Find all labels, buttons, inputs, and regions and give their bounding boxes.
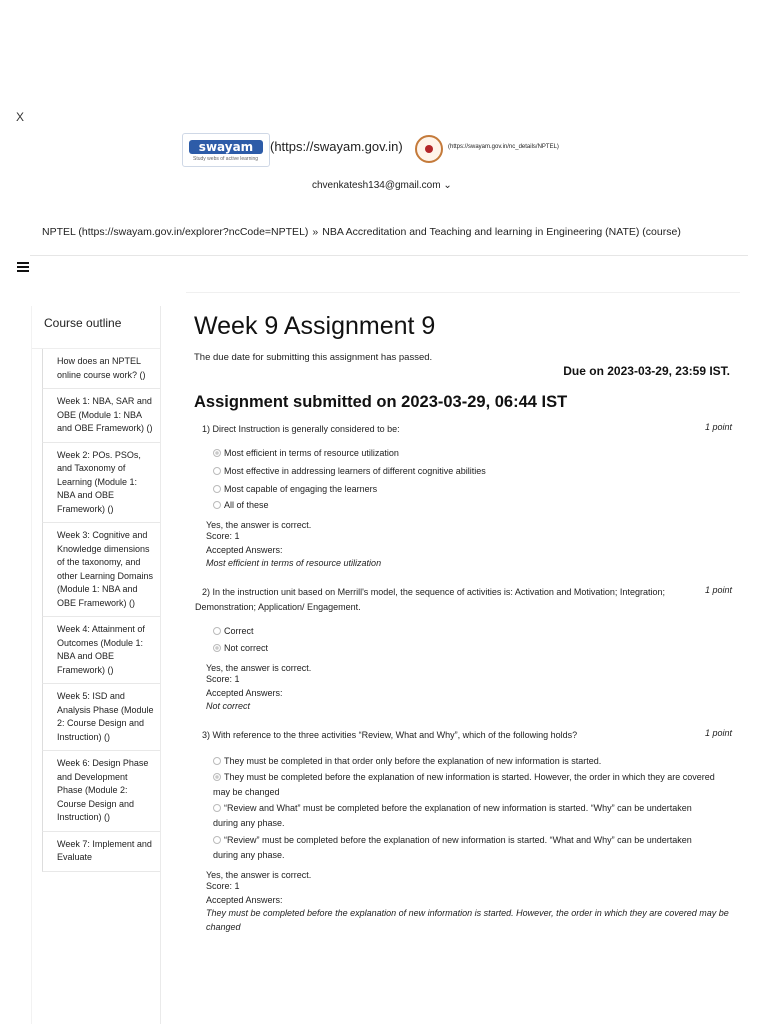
question-2-points: 1 point: [704, 585, 732, 595]
sidebar-item-week-7[interactable]: Week 7: Implement and Evaluate: [42, 832, 160, 872]
radio-selected-icon[interactable]: [213, 644, 221, 652]
swayam-logo-wordmark: swayam: [189, 140, 263, 154]
question-2-feedback: Yes, the answer is correct.: [206, 663, 312, 673]
question-2-accepted-label: Accepted Answers:: [206, 688, 283, 698]
question-2-accepted-answer: Not correct: [206, 701, 251, 711]
hamburger-menu-icon[interactable]: [17, 262, 29, 274]
question-2-option-1[interactable]: Correct: [213, 624, 254, 639]
radio-selected-icon[interactable]: [213, 773, 221, 781]
sidebar-title: Course outline: [32, 306, 160, 349]
question-2-option-2[interactable]: Not correct: [213, 641, 268, 656]
question-1-option-3[interactable]: Most capable of engaging the learners: [213, 482, 377, 497]
radio-icon[interactable]: [213, 485, 221, 493]
sidebar-item-week-4[interactable]: Week 4: Attainment of Outcomes (Module 1: NBA and OBE Framework) (): [42, 617, 160, 684]
close-button[interactable]: X: [16, 110, 25, 124]
submission-status: Assignment submitted on 2023-03-29, 06:44 IST: [194, 393, 568, 411]
question-1-score: Score: 1: [206, 531, 240, 541]
header-divider: [30, 255, 748, 256]
breadcrumb-item-nptel[interactable]: NPTEL (https://swayam.gov.in/explorer?ncCode=NPTEL): [42, 226, 309, 238]
breadcrumb-separator: »: [312, 226, 319, 238]
chevron-down-icon: ⌄: [443, 180, 452, 191]
sidebar-item-week-1[interactable]: Week 1: NBA, SAR and OBE (Module 1: NBA and OBE Framework) (): [42, 389, 160, 443]
due-note: The due date for submitting this assignment has passed.: [194, 352, 433, 363]
question-3-text: 3) With reference to the three activities “Review, What and Why”, which of the following holds?: [202, 730, 578, 740]
question-1-accepted-answer: Most efficient in terms of resource utilization: [206, 558, 382, 568]
question-3-option-3[interactable]: “Review and What” must be completed before the explanation of new information is started. “Why” can be undertaken during any phase.: [213, 803, 692, 828]
radio-icon[interactable]: [213, 757, 221, 765]
question-3-feedback: Yes, the answer is correct.: [206, 870, 312, 880]
question-3-option-4[interactable]: “Review” must be completed before the explanation of new information is started. “What and Why” can be undertaken during any phase.: [213, 835, 692, 860]
question-1-text: 1) Direct Instruction is generally considered to be:: [202, 424, 400, 434]
sidebar-item-week-6[interactable]: Week 6: Design Phase and Development Phase (Module 2: Course Design and Instruction) (): [42, 751, 160, 832]
question-1-option-4[interactable]: All of these: [213, 498, 269, 513]
sidebar-item-week-2[interactable]: Week 2: POs. PSOs, and Taxonomy of Learning (Module 1: NBA and OBE Framework) (): [42, 443, 160, 524]
radio-selected-icon[interactable]: [213, 449, 221, 457]
user-menu[interactable]: [312, 180, 452, 191]
swayam-logo[interactable]: [182, 133, 270, 167]
radio-icon[interactable]: [213, 627, 221, 635]
course-outline-sidebar: [31, 306, 161, 1024]
nptel-link[interactable]: (https://swayam.gov.in/nc_details/NPTEL): [448, 144, 559, 150]
sidebar-item-how-it-works[interactable]: How does an NPTEL online course work? (): [42, 349, 160, 389]
question-3-score: Score: 1: [206, 881, 240, 891]
sidebar-item-week-3[interactable]: Week 3: Cognitive and Knowledge dimensions of the taxonomy, and other Learning Domains (Module 1: NBA and OBE Framework) (): [42, 523, 160, 617]
swayam-logo-tagline: Study webs of active learning: [193, 156, 259, 162]
question-1-feedback: Yes, the answer is correct.: [206, 520, 312, 530]
swayam-link[interactable]: (https://swayam.gov.in): [270, 139, 403, 154]
question-1-option-2[interactable]: Most effective in addressing learners of different cognitive abilities: [213, 464, 486, 479]
radio-icon[interactable]: [213, 836, 221, 844]
question-1-option-1[interactable]: Most efficient in terms of resource utilization: [213, 446, 399, 461]
question-3-points: 1 point: [704, 728, 732, 738]
sidebar-item-week-5[interactable]: Week 5: ISD and Analysis Phase (Module 2: Course Design and Instruction) (): [42, 684, 160, 751]
question-1-points: 1 point: [704, 422, 732, 432]
question-2-score: Score: 1: [206, 674, 240, 684]
radio-icon[interactable]: [213, 804, 221, 812]
radio-icon[interactable]: [213, 501, 221, 509]
question-2-text: 2) In the instruction unit based on Merrill's model, the sequence of activities is: Activation and Motivation; Integration; Demonstration; Application/ Engagement.: [195, 587, 665, 612]
question-3-accepted-label: Accepted Answers:: [206, 895, 283, 905]
due-date: Due on 2023-03-29, 23:59 IST.: [563, 364, 730, 378]
user-email: chvenkatesh134@gmail.com: [312, 180, 441, 191]
radio-icon[interactable]: [213, 467, 221, 475]
nptel-logo[interactable]: [415, 135, 443, 163]
question-3-accepted-answer: They must be completed before the explanation of new information is started. However, the order in which they are covered may be changed: [206, 908, 729, 932]
question-3-option-1[interactable]: They must be completed in that order only before the explanation of new information is started.: [213, 754, 733, 769]
breadcrumb-item-course[interactable]: NBA Accreditation and Teaching and learning in Engineering (NATE) (course): [322, 226, 681, 238]
question-3-option-2[interactable]: They must be completed before the explanation of new information is started. However, the order in which they are covered may be changed: [213, 772, 715, 797]
page-title: Week 9 Assignment 9: [194, 312, 436, 340]
question-1-accepted-label: Accepted Answers:: [206, 545, 283, 555]
breadcrumb: [42, 226, 681, 238]
